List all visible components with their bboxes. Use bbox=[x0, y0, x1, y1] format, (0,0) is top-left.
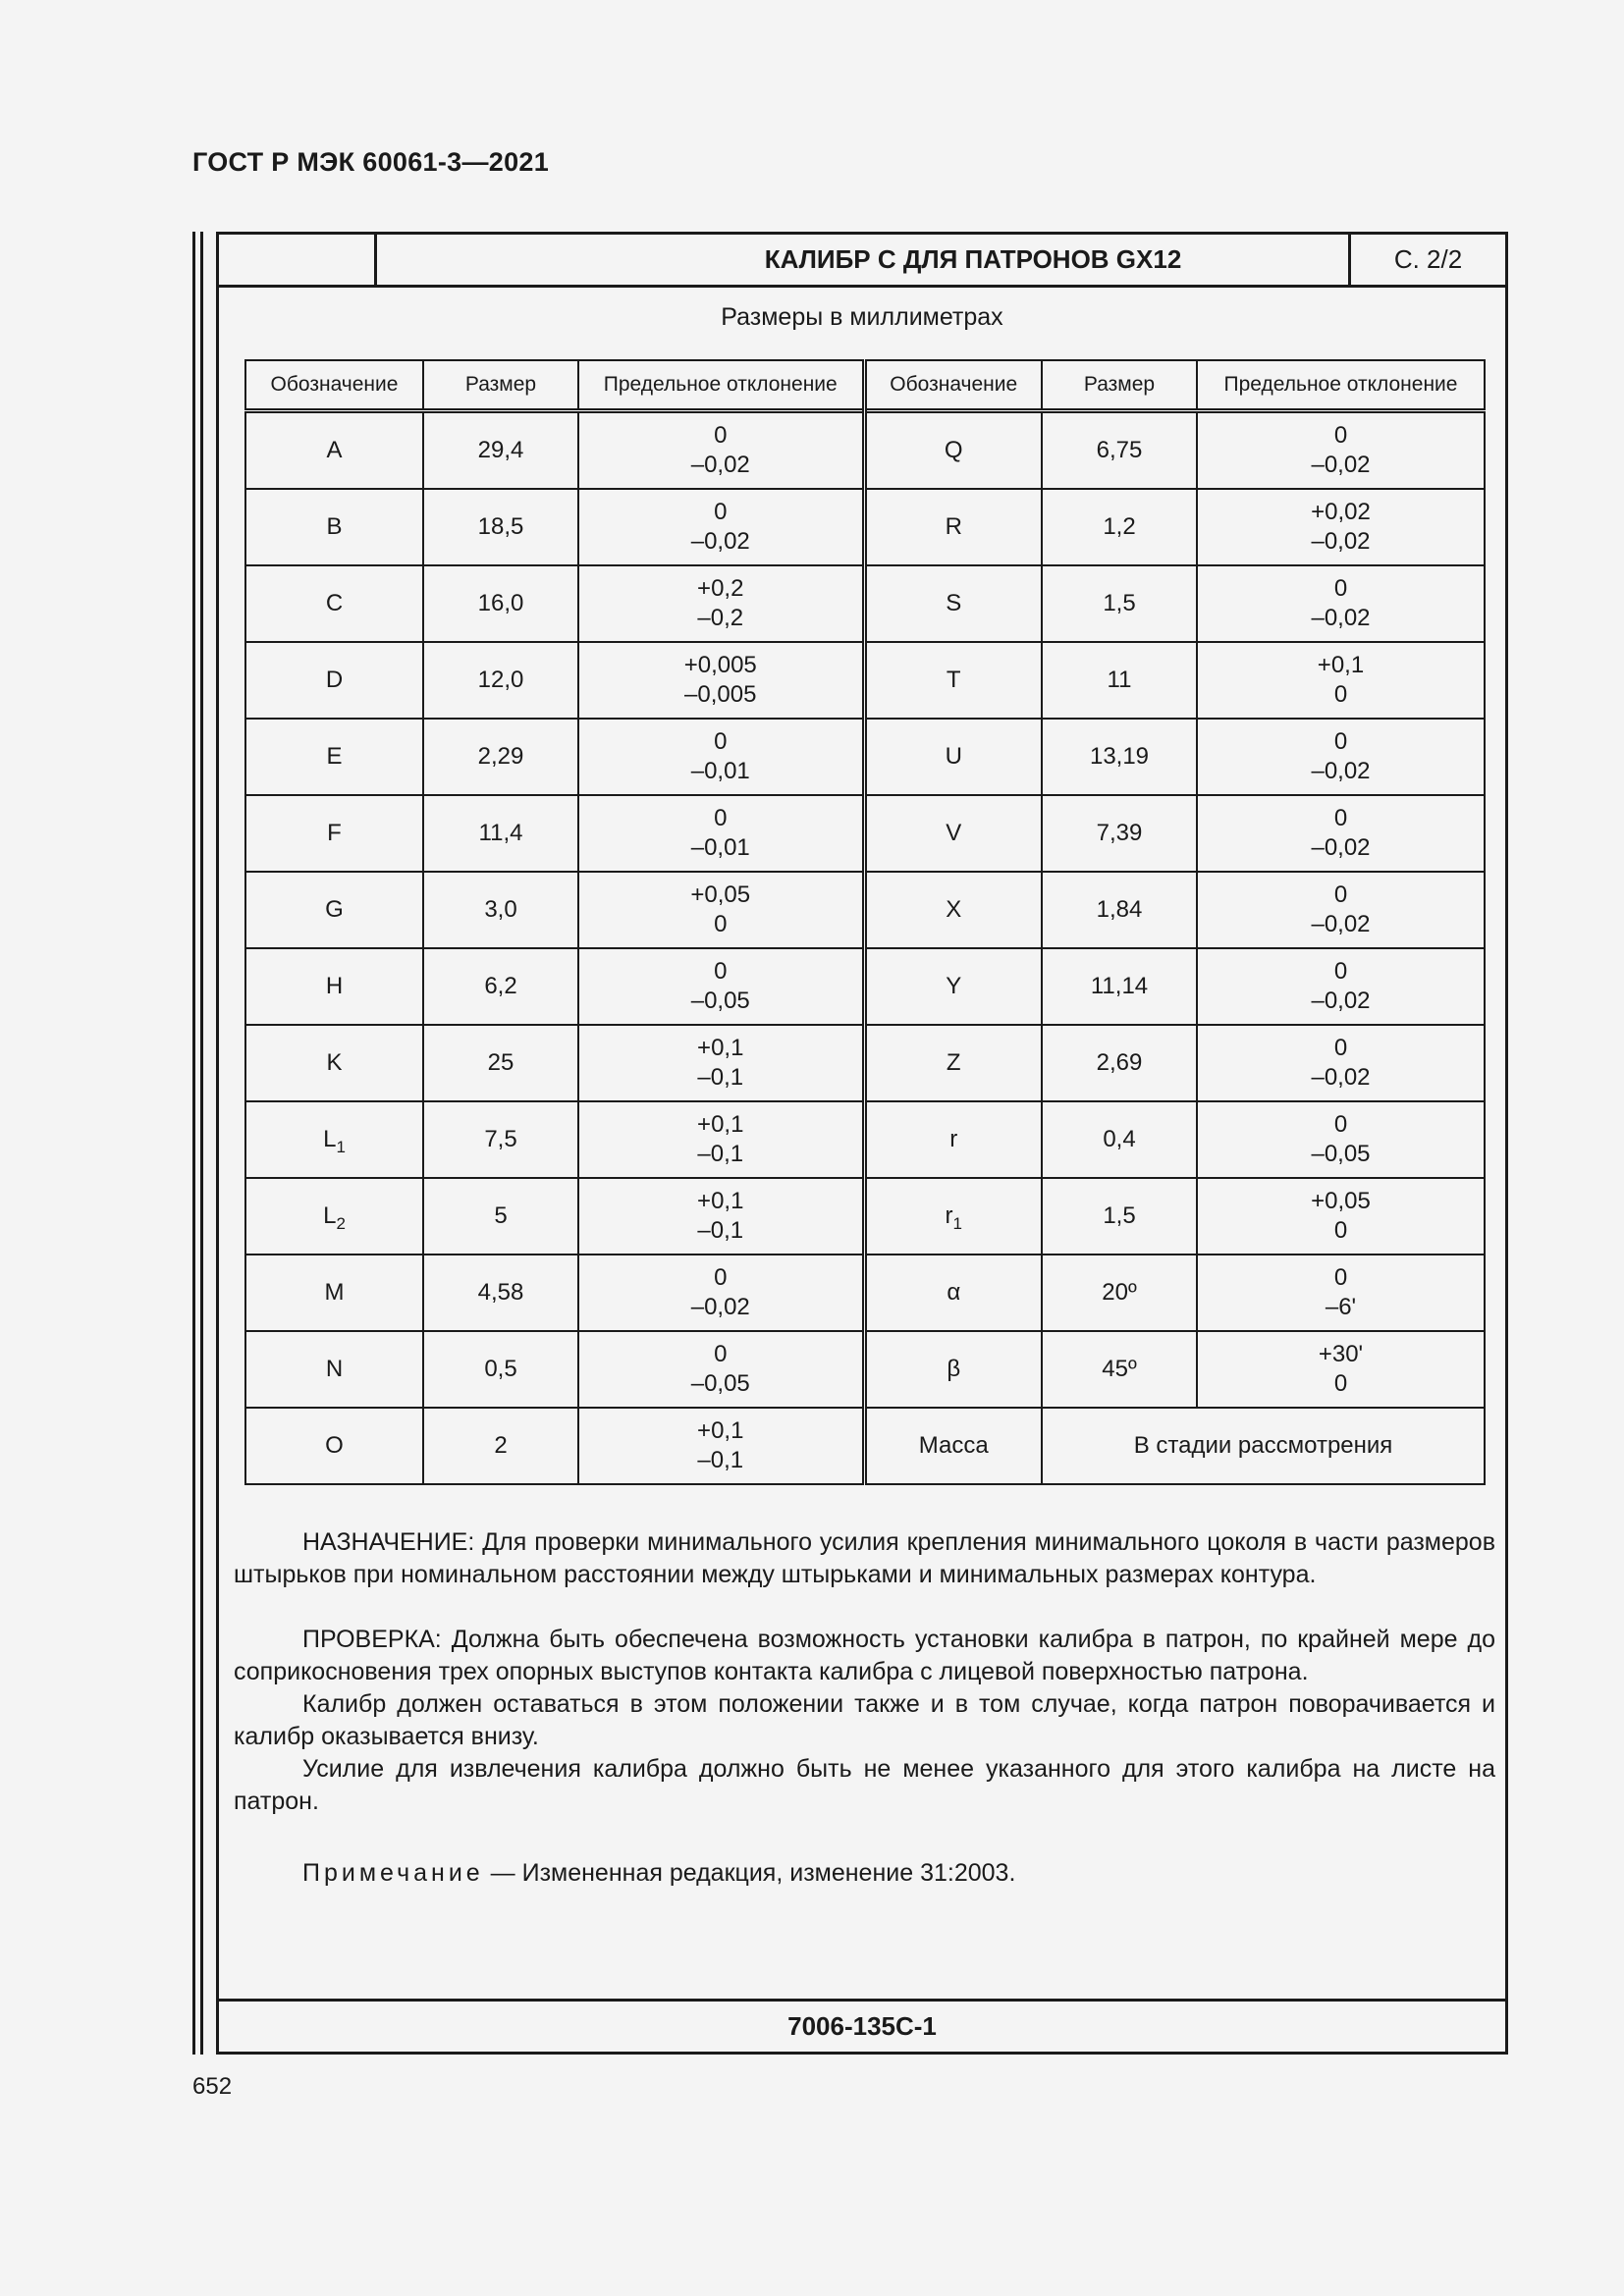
tolerance-upper: +0,05 bbox=[690, 881, 751, 908]
size-value: 45º bbox=[1102, 1356, 1137, 1382]
column-header: Обозначение bbox=[245, 360, 423, 411]
designation-text: Q bbox=[944, 437, 963, 463]
designation-cell bbox=[245, 948, 423, 1025]
tolerance-lower: –0,02 bbox=[1311, 758, 1371, 784]
tolerance-upper: +0,1 bbox=[697, 1111, 744, 1138]
mass-label-cell bbox=[864, 1408, 1042, 1484]
tolerance-lower: –0,02 bbox=[1311, 911, 1371, 937]
size-cell bbox=[423, 795, 578, 872]
designation-cell bbox=[245, 872, 423, 948]
size-value: 29,4 bbox=[477, 437, 524, 463]
tolerance-lower: –0,02 bbox=[1311, 834, 1371, 861]
designation-cell bbox=[245, 1101, 423, 1178]
designation-text: Y bbox=[946, 973, 962, 999]
size-cell bbox=[1042, 1178, 1197, 1255]
designation-text: β bbox=[947, 1356, 961, 1382]
designation-text: U bbox=[945, 743, 962, 770]
size-value: 2,69 bbox=[1096, 1049, 1143, 1076]
size-cell bbox=[423, 1331, 578, 1408]
tolerance-lower: –0,05 bbox=[690, 1370, 750, 1397]
tolerance-cell bbox=[1197, 1025, 1485, 1101]
tolerance-cell bbox=[578, 719, 864, 795]
table-row bbox=[245, 1178, 1485, 1255]
size-cell bbox=[423, 1101, 578, 1178]
designation-text: X bbox=[946, 896, 962, 923]
size-value: 11 bbox=[1107, 667, 1132, 693]
tolerance-upper: 0 bbox=[1333, 881, 1348, 908]
size-value: 20º bbox=[1102, 1279, 1137, 1306]
designation-text: G bbox=[325, 896, 344, 923]
tolerance-lower: –0,05 bbox=[1311, 1141, 1371, 1167]
designation-cell bbox=[864, 1255, 1042, 1331]
column-header: Предельное отклонение bbox=[578, 360, 864, 411]
tolerance-lower: 0 bbox=[1333, 681, 1348, 708]
tolerance-lower: –0,1 bbox=[697, 1447, 744, 1473]
designation-text: D bbox=[325, 667, 344, 693]
size-value: 2,29 bbox=[477, 743, 524, 770]
designation-cell bbox=[864, 1101, 1042, 1178]
size-value: 11,4 bbox=[478, 820, 523, 846]
description-text bbox=[234, 1526, 1495, 1890]
tolerance-lower: –0,02 bbox=[1311, 452, 1371, 478]
tolerance-upper: +0,2 bbox=[697, 575, 744, 602]
designation-text: S bbox=[946, 590, 962, 616]
size-value: 16,0 bbox=[477, 590, 524, 616]
tolerance-upper: +0,02 bbox=[1311, 499, 1371, 525]
tolerance-lower: –0,02 bbox=[1311, 605, 1371, 631]
tolerance-cell bbox=[578, 411, 864, 490]
table-row bbox=[245, 719, 1485, 795]
size-cell bbox=[1042, 642, 1197, 719]
tolerance-upper: 0 bbox=[1333, 1035, 1348, 1061]
tolerance-lower: –0,005 bbox=[684, 681, 757, 708]
table-row bbox=[245, 411, 1485, 490]
column-header: Размер bbox=[423, 360, 578, 411]
units-caption: Размеры в миллиметрах bbox=[721, 303, 1003, 331]
size-cell bbox=[1042, 489, 1197, 565]
designation-text: O bbox=[325, 1432, 344, 1459]
dimensions-table bbox=[244, 359, 1486, 1485]
tolerance-lower: –0,02 bbox=[1311, 988, 1371, 1014]
tolerance-cell bbox=[578, 795, 864, 872]
size-value: 25 bbox=[487, 1049, 514, 1076]
size-value: 2 bbox=[494, 1432, 508, 1459]
tolerance-lower: –0,1 bbox=[697, 1217, 744, 1244]
tolerance-lower: –0,02 bbox=[690, 452, 750, 478]
size-cell bbox=[1042, 1025, 1197, 1101]
designation-cell bbox=[245, 565, 423, 642]
tolerance-upper: +0,05 bbox=[1311, 1188, 1371, 1214]
designation-cell bbox=[864, 872, 1042, 948]
size-value: 0,4 bbox=[1103, 1126, 1136, 1152]
size-cell bbox=[1042, 948, 1197, 1025]
tolerance-lower: –0,02 bbox=[1311, 528, 1371, 555]
tolerance-upper: +0,1 bbox=[1317, 652, 1365, 678]
size-cell bbox=[423, 1025, 578, 1101]
designation-text: T bbox=[946, 667, 961, 693]
size-cell bbox=[423, 642, 578, 719]
page-number: 652 bbox=[192, 2073, 233, 2100]
tolerance-lower: –0,1 bbox=[697, 1064, 744, 1091]
size-value: 1,84 bbox=[1096, 896, 1143, 923]
tolerance-cell bbox=[578, 1178, 864, 1255]
column-header: Предельное отклонение bbox=[1197, 360, 1485, 411]
designation-cell bbox=[864, 948, 1042, 1025]
size-cell bbox=[1042, 1331, 1197, 1408]
size-value: 3,0 bbox=[484, 896, 517, 923]
tolerance-cell bbox=[1197, 948, 1485, 1025]
tolerance-cell bbox=[1197, 1178, 1485, 1255]
tolerance-upper: 0 bbox=[1333, 728, 1348, 755]
designation-cell bbox=[245, 642, 423, 719]
designation-cell bbox=[245, 1255, 423, 1331]
tolerance-cell bbox=[578, 872, 864, 948]
size-cell bbox=[1042, 872, 1197, 948]
tolerance-upper: 0 bbox=[1333, 575, 1348, 602]
tolerance-lower: 0 bbox=[1333, 1370, 1348, 1397]
designation-subscript: 1 bbox=[952, 1214, 962, 1233]
designation-text: F bbox=[327, 820, 342, 846]
size-value: 0,5 bbox=[484, 1356, 517, 1382]
tolerance-lower: 0 bbox=[714, 911, 728, 937]
designation-text: L bbox=[323, 1126, 337, 1152]
tolerance-cell bbox=[578, 1025, 864, 1101]
tolerance-cell bbox=[578, 1331, 864, 1408]
designation-text: C bbox=[325, 590, 344, 616]
tolerance-cell bbox=[578, 642, 864, 719]
table-header-row bbox=[245, 360, 1485, 411]
size-value: 1,5 bbox=[1103, 590, 1136, 616]
size-value: 13,19 bbox=[1089, 743, 1150, 770]
designation-cell bbox=[864, 1331, 1042, 1408]
designation-cell bbox=[245, 1178, 423, 1255]
tolerance-cell bbox=[1197, 642, 1485, 719]
note-label: Примечание bbox=[302, 1859, 484, 1887]
designation-cell bbox=[245, 1025, 423, 1101]
tolerance-upper: +30' bbox=[1318, 1341, 1364, 1367]
tolerance-lower: –6' bbox=[1325, 1294, 1357, 1320]
tolerance-lower: –0,02 bbox=[1311, 1064, 1371, 1091]
designation-subscript: 1 bbox=[336, 1138, 346, 1156]
column-header: Обозначение bbox=[864, 360, 1042, 411]
size-cell bbox=[423, 1178, 578, 1255]
sheet-page-label: С. 2/2 bbox=[1348, 235, 1505, 285]
designation-cell bbox=[864, 1178, 1042, 1255]
tolerance-upper: 0 bbox=[714, 1264, 728, 1291]
tolerance-cell bbox=[578, 948, 864, 1025]
size-value: 7,39 bbox=[1096, 820, 1143, 846]
designation-cell bbox=[864, 1025, 1042, 1101]
tolerance-upper: +0,1 bbox=[697, 1417, 744, 1444]
tolerance-upper: 0 bbox=[714, 499, 728, 525]
designation-text: r bbox=[949, 1126, 958, 1152]
size-value: 1,2 bbox=[1103, 513, 1136, 540]
tolerance-upper: 0 bbox=[1333, 1264, 1348, 1291]
designation-text: Z bbox=[946, 1049, 961, 1076]
tolerance-cell bbox=[1197, 565, 1485, 642]
size-cell bbox=[1042, 1255, 1197, 1331]
tolerance-lower: –0,1 bbox=[697, 1141, 744, 1167]
size-value: 6,75 bbox=[1096, 437, 1143, 463]
title-blank-cell bbox=[219, 235, 377, 285]
tolerance-upper: 0 bbox=[714, 1341, 728, 1367]
designation-cell bbox=[864, 565, 1042, 642]
designation-text: H bbox=[325, 973, 344, 999]
table-row bbox=[245, 1408, 1485, 1484]
tolerance-upper: +0,1 bbox=[697, 1035, 744, 1061]
note-paragraph bbox=[234, 1857, 1495, 1890]
position-paragraph: Калибр должен оставаться в этом положении также и в том случае, когда патрон поворачивается и калибр оказывается внизу. bbox=[234, 1690, 1495, 1750]
tolerance-upper: 0 bbox=[1333, 1111, 1348, 1138]
table-row bbox=[245, 489, 1485, 565]
size-cell bbox=[1042, 1101, 1197, 1178]
designation-text: N bbox=[325, 1356, 344, 1382]
tolerance-lower: –0,2 bbox=[697, 605, 744, 631]
tolerance-cell bbox=[578, 1255, 864, 1331]
table-row bbox=[245, 565, 1485, 642]
size-value: 6,2 bbox=[484, 973, 517, 999]
binding-line bbox=[200, 232, 203, 2055]
tolerance-cell bbox=[1197, 872, 1485, 948]
size-cell bbox=[423, 872, 578, 948]
sheet-frame bbox=[216, 232, 1508, 2055]
designation-text: K bbox=[326, 1049, 343, 1076]
table-row bbox=[245, 1255, 1485, 1331]
tolerance-lower: –0,02 bbox=[690, 528, 750, 555]
size-cell bbox=[423, 565, 578, 642]
designation-subscript: 2 bbox=[336, 1214, 346, 1233]
designation-cell bbox=[245, 1331, 423, 1408]
mass-value: В стадии рассмотрения bbox=[1133, 1432, 1393, 1459]
table-row bbox=[245, 948, 1485, 1025]
designation-text: E bbox=[326, 743, 343, 770]
tolerance-cell bbox=[578, 565, 864, 642]
table-row bbox=[245, 642, 1485, 719]
force-paragraph: Усилие для извлечения калибра должно быть не менее указанного для этого калибра на листе на патрон. bbox=[234, 1755, 1495, 1815]
designation-text: R bbox=[945, 513, 962, 540]
designation-cell bbox=[864, 489, 1042, 565]
sheet-code: 7006-135C-1 bbox=[219, 1999, 1505, 2052]
size-cell bbox=[1042, 719, 1197, 795]
tolerance-lower: –0,02 bbox=[690, 1294, 750, 1320]
tolerance-cell bbox=[1197, 411, 1485, 490]
size-cell bbox=[1042, 795, 1197, 872]
check-paragraph: ПРОВЕРКА: Должна быть обеспечена возможность установки калибра в патрон, по крайней мере до соприкосновения трех опорных выступов контакта калибра с лицевой поверхностью патрона. bbox=[234, 1626, 1495, 1685]
size-value: 12,0 bbox=[477, 667, 524, 693]
tolerance-lower: –0,05 bbox=[690, 988, 750, 1014]
designation-cell bbox=[245, 795, 423, 872]
size-cell bbox=[423, 1408, 578, 1484]
tolerance-lower: 0 bbox=[1333, 1217, 1348, 1244]
size-cell bbox=[1042, 565, 1197, 642]
size-cell bbox=[423, 489, 578, 565]
designation-cell bbox=[864, 411, 1042, 490]
column-header: Размер bbox=[1042, 360, 1197, 411]
title-row bbox=[219, 235, 1505, 288]
tolerance-upper: 0 bbox=[1333, 422, 1348, 449]
table-row bbox=[245, 872, 1485, 948]
size-value: 1,5 bbox=[1103, 1202, 1136, 1229]
size-cell bbox=[1042, 411, 1197, 490]
designation-cell bbox=[245, 489, 423, 565]
tolerance-upper: 0 bbox=[1333, 958, 1348, 985]
tolerance-cell bbox=[1197, 795, 1485, 872]
mass-label: Масса bbox=[918, 1432, 989, 1459]
designation-text: α bbox=[947, 1279, 961, 1306]
designation-cell bbox=[245, 411, 423, 490]
tolerance-cell bbox=[1197, 1331, 1485, 1408]
tolerance-cell bbox=[578, 489, 864, 565]
size-cell bbox=[423, 1255, 578, 1331]
size-value: 18,5 bbox=[477, 513, 524, 540]
tolerance-cell bbox=[1197, 1101, 1485, 1178]
size-cell bbox=[423, 948, 578, 1025]
designation-text: L bbox=[323, 1202, 337, 1229]
tolerance-upper: +0,1 bbox=[697, 1188, 744, 1214]
designation-text: r bbox=[945, 1202, 953, 1229]
size-cell bbox=[423, 411, 578, 490]
designation-cell bbox=[245, 1408, 423, 1484]
tolerance-lower: –0,01 bbox=[690, 834, 750, 861]
tolerance-cell bbox=[578, 1408, 864, 1484]
table-row bbox=[245, 1101, 1485, 1178]
binding-line bbox=[192, 232, 195, 2055]
tolerance-upper: +0,005 bbox=[683, 652, 757, 678]
tolerance-cell bbox=[1197, 719, 1485, 795]
designation-text: A bbox=[326, 437, 343, 463]
note-text: — Измененная редакция, изменение 31:2003. bbox=[483, 1859, 1016, 1887]
tolerance-upper: 0 bbox=[714, 422, 728, 449]
table-row bbox=[245, 1331, 1485, 1408]
designation-cell bbox=[864, 795, 1042, 872]
designation-text: V bbox=[946, 820, 962, 846]
tolerance-lower: –0,01 bbox=[690, 758, 750, 784]
size-cell bbox=[423, 719, 578, 795]
designation-cell bbox=[864, 719, 1042, 795]
designation-cell bbox=[864, 642, 1042, 719]
size-value: 4,58 bbox=[477, 1279, 524, 1306]
sheet-title: КАЛИБР С ДЛЯ ПАТРОНОВ GX12 bbox=[764, 244, 1182, 274]
designation-text: M bbox=[324, 1279, 345, 1306]
tolerance-upper: 0 bbox=[714, 958, 728, 985]
designation-text: B bbox=[326, 513, 343, 540]
table-row bbox=[245, 795, 1485, 872]
purpose-paragraph: НАЗНАЧЕНИЕ: Для проверки минимального усилия крепления минимального цоколя в части размеров штырьков при номинальном расстоянии между штырьками и минимальных размерах контура. bbox=[234, 1528, 1495, 1588]
tolerance-upper: 0 bbox=[714, 805, 728, 831]
tolerance-upper: 0 bbox=[714, 728, 728, 755]
standard-header: ГОСТ Р МЭК 60061-3—2021 bbox=[192, 147, 550, 177]
table-row bbox=[245, 1025, 1485, 1101]
mass-value-cell bbox=[1042, 1408, 1485, 1484]
size-value: 5 bbox=[494, 1202, 508, 1229]
tolerance-cell bbox=[578, 1101, 864, 1178]
size-value: 7,5 bbox=[484, 1126, 517, 1152]
tolerance-upper: 0 bbox=[1333, 805, 1348, 831]
tolerance-cell bbox=[1197, 1255, 1485, 1331]
designation-cell bbox=[245, 719, 423, 795]
tolerance-cell bbox=[1197, 489, 1485, 565]
size-value: 11,14 bbox=[1090, 973, 1149, 999]
